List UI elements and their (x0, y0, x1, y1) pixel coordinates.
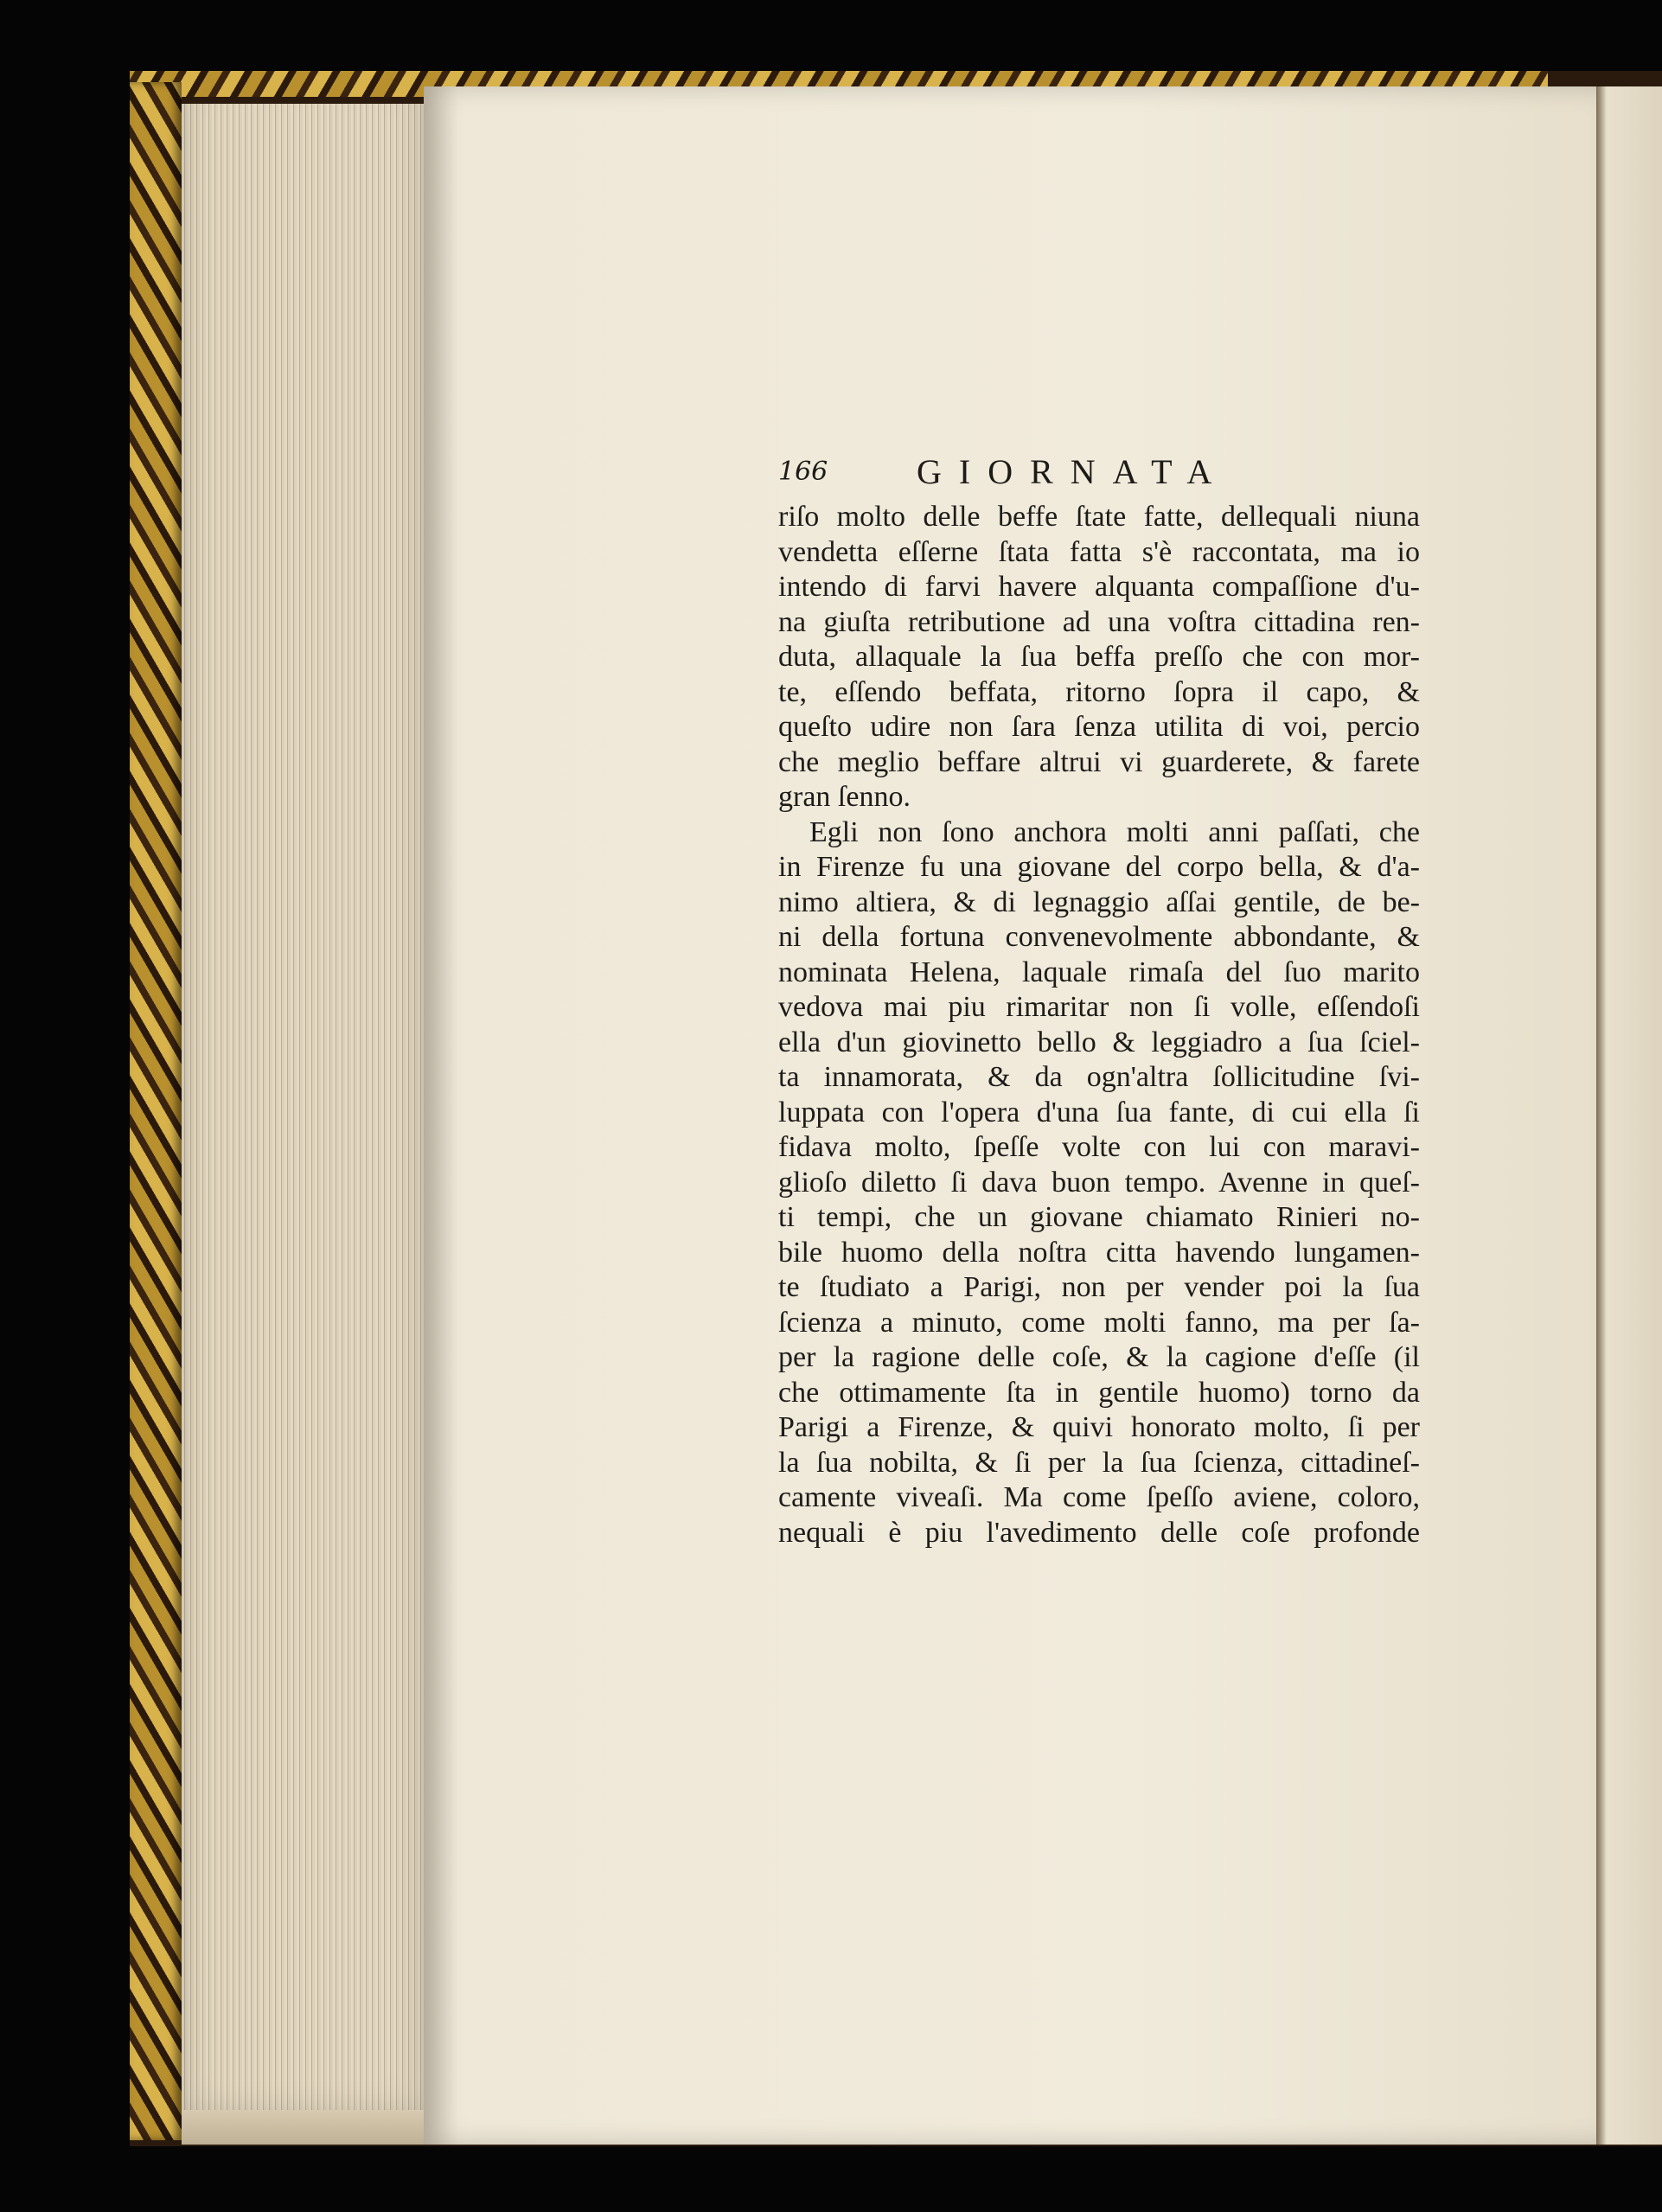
text-line: camente viveaſi. Ma come ſpeſſo aviene, coloro, (778, 1481, 1420, 1513)
text-line: ella d'un giovinetto bello & leggiadro a ſua ſciel- (778, 1026, 1420, 1058)
text-line: ta innamorata, & da ogn'altra ſollicitudine ſvi- (778, 1061, 1420, 1093)
facing-page-edge (1596, 86, 1662, 2145)
text-line: Egli non ſono anchora molti anni paſſati, che (809, 815, 1420, 848)
text-line: vendetta eſſerne ſtata fatta s'è raccontata, ma io (778, 535, 1420, 568)
text-line: luppata con l'opera d'una ſua fante, di cui ella ſi (778, 1096, 1420, 1128)
text-line: nominata Helena, laquale rimaſa del ſuo marito (778, 956, 1420, 988)
text-line: intendo di farvi havere alquanta compaſſione d'u- (778, 571, 1420, 603)
text-line: nimo altiera, & di legnaggio aſſai gentile, de be- (778, 885, 1420, 918)
page-stack-bottom (182, 2110, 424, 2145)
text-line: queſto udire non ſara ſenza utilita di voi, percio (778, 711, 1420, 743)
gilt-spine-edge (130, 82, 182, 2140)
text-line: la ſua nobilta, & ſi per la ſua ſcienza, cittadineſ- (778, 1446, 1420, 1479)
text-line: te, eſſendo beffata, ritorno ſopra il capo, & (778, 675, 1420, 708)
text-line: fidava molto, ſpeſſe volte con lui con maravi- (778, 1131, 1420, 1163)
text-line: in Firenze fu una giovane del corpo bella, & d'a- (778, 851, 1420, 883)
text-line: na giuſta retributione ad una voſtra cittadina ren- (778, 605, 1420, 638)
text-line: glioſo diletto ſi dava buon tempo. Avenne in queſ- (778, 1166, 1420, 1199)
running-head-title: GIORNATA (917, 452, 1230, 491)
text-block (778, 500, 1420, 1550)
page-number: 166 (778, 457, 828, 487)
text-line: te ſtudiato a Parigi, non per vender poi la ſua (778, 1271, 1420, 1303)
text-line: ſcienza a minuto, come molti fanno, ma per ſa- (778, 1306, 1420, 1339)
text-line: bile huomo della noſtra citta havendo lungamen- (778, 1236, 1420, 1269)
text-line: che meglio beffare altrui vi guarderete, & farete (778, 745, 1420, 778)
text-line: nequali è piu l'avedimento delle coſe profonde (778, 1516, 1420, 1549)
text-line: gran ſenno. (778, 781, 911, 813)
text-line: ni della fortuna convenevolmente abbondante, & (778, 921, 1420, 953)
page-stack (182, 104, 424, 2140)
text-line: ti tempi, che un giovane chiamato Rinieri no- (778, 1201, 1420, 1233)
text-line: vedova mai piu rimaritar non ſi volle, eſſendoſi (778, 991, 1420, 1023)
text-line: per la ragione delle coſe, & la cagione d'eſſe (il (778, 1341, 1420, 1373)
text-line: Parigi a Firenze, & quivi honorato molto, ſi per (778, 1411, 1420, 1443)
text-line: riſo molto delle beffe ſtate fatte, dellequali niuna (778, 501, 1420, 533)
text-line: duta, allaquale la ſua beffa preſſo che con mor- (778, 641, 1420, 673)
running-head (778, 451, 1418, 495)
text-line: che ottimamente ſta in gentile huomo) torno da (778, 1376, 1420, 1409)
